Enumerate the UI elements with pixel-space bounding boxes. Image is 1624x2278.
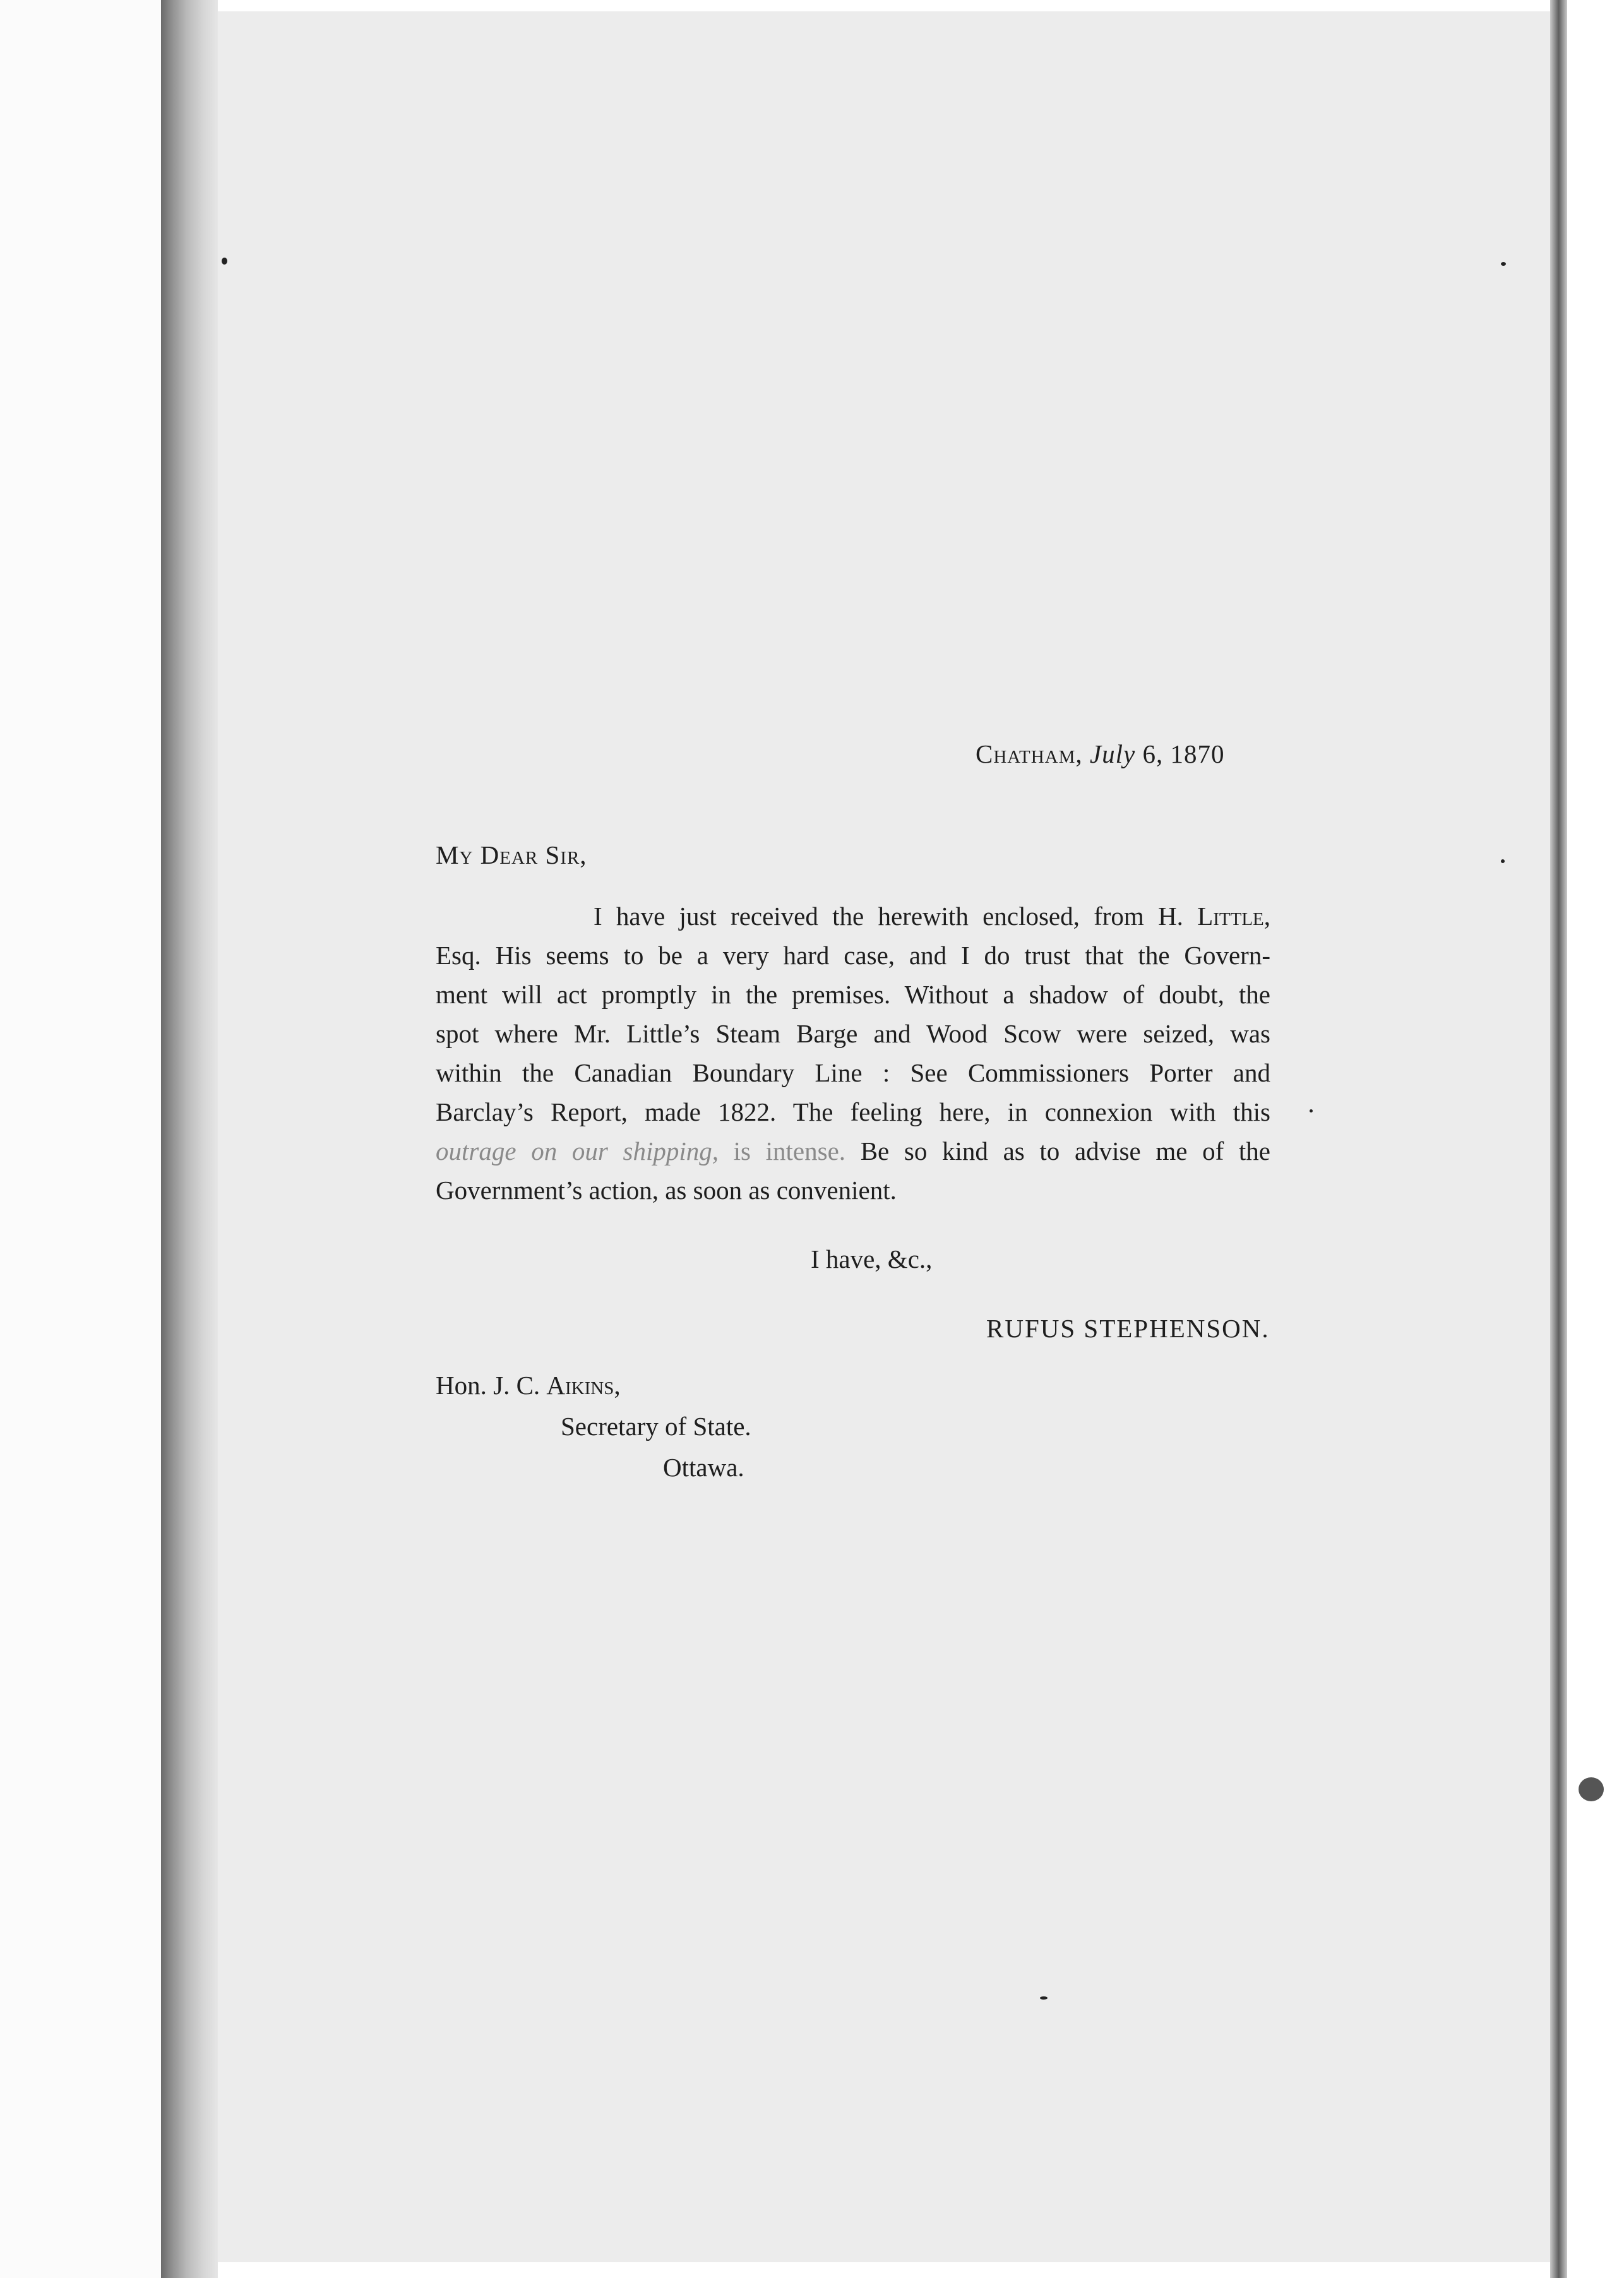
scan-speck (1501, 262, 1506, 266)
binding-shadow (161, 0, 218, 2278)
scan-blot (1579, 1777, 1604, 1801)
salutation: My Dear Sir, (436, 840, 587, 869)
body-line: within the Canadian Boundary Line : See Commissioners Porter and (436, 1058, 1270, 1087)
addressee-title: Secretary of State. (561, 1412, 751, 1441)
body-line: spot where Mr. Little’s Steam Barge and Wood Scow were seized, was (436, 1019, 1270, 1048)
scan-speck (1310, 1109, 1313, 1112)
dateline-day-year: 6, 1870 (1142, 739, 1225, 768)
body-line: Esq. His seems to be a very hard case, and I do trust that the Govern- (436, 941, 1270, 970)
signature: RUFUS STEPHENSON. (986, 1314, 1270, 1343)
body-line: I have just received the herewith enclosed, from H. Little, (594, 902, 1270, 931)
dateline (976, 739, 1224, 769)
scan-speck (1501, 859, 1505, 863)
body-line: Government’s action, as soon as convenient. (436, 1176, 897, 1205)
addressee-city: Ottawa. (663, 1453, 744, 1482)
addressee-name: Hon. J. C. Aikins, (436, 1371, 621, 1400)
scan-speck (1040, 1996, 1048, 2000)
body-line: outrage on our shipping, is intense. Be so kind as to advise me of the (436, 1136, 1271, 1166)
letter-body (436, 897, 1270, 1210)
page-edge-right (1550, 0, 1567, 2278)
dateline-month: July (1089, 739, 1136, 768)
dateline-place: Chatham, (976, 739, 1083, 768)
left-margin (0, 0, 161, 2278)
italic-phrase: outrage on our shipping, (436, 1136, 719, 1166)
right-margin (1567, 0, 1624, 2278)
body-line: Barclay’s Report, made 1822. The feeling here, in connexion with this (436, 1097, 1270, 1126)
body-line: ment will act promptly in the premises. Without a shadow of doubt, the (436, 980, 1270, 1009)
name-little: Little (1197, 902, 1264, 931)
scan-speck (222, 258, 227, 265)
closing: I have, &c., (811, 1244, 933, 1273)
